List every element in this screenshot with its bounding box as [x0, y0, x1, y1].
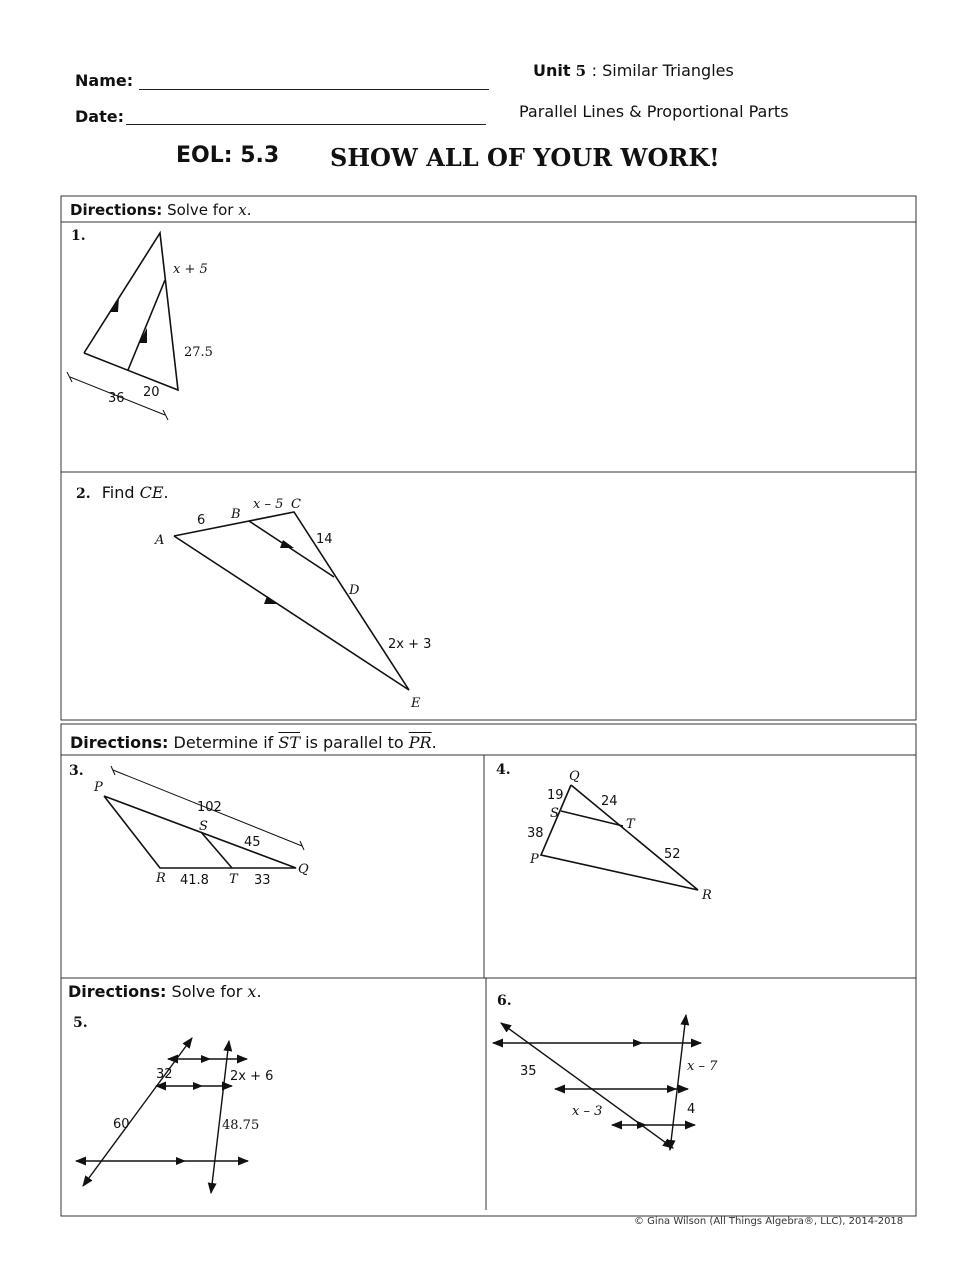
p6-label-d: 4 [687, 1102, 696, 1117]
p2-ab-label: 6 [197, 513, 206, 528]
problem-2-prompt: Find [101, 483, 135, 502]
p4-point-s: S [550, 806, 559, 821]
p6-label-a: 35 [520, 1064, 537, 1079]
p5-label-a: 32 [156, 1067, 173, 1082]
p3-point-s: S [199, 819, 208, 834]
directions-label: Directions: [70, 733, 169, 752]
p4-sp-label: 38 [527, 826, 544, 841]
directions-text: Solve for [167, 201, 234, 219]
p4-qt-label: 24 [601, 794, 618, 809]
directions-variable: x [247, 982, 257, 1001]
p2-point-e: E [411, 696, 421, 711]
p4-point-q: Q [569, 769, 580, 784]
p3-pq-label: 102 [197, 800, 222, 815]
copyright-footer: © Gina Wilson (All Things Algebra®, LLC), 2014-2018 [634, 1216, 904, 1227]
problem-2-period: . [163, 483, 169, 502]
segment-pr: $\overline{PR}$ [408, 733, 432, 752]
directions-label: Directions: [70, 201, 163, 219]
p2-de-label: 2x + 3 [388, 637, 432, 652]
directions-text: Solve for [171, 982, 243, 1001]
p3-point-p: P [94, 780, 103, 795]
p4-point-t: T [626, 817, 635, 832]
p4-point-p: P [530, 852, 539, 867]
problem-3-number: 3. [69, 763, 84, 779]
name-label: Name: [75, 71, 134, 90]
problem-2-target: CE [139, 483, 164, 502]
p6-label-b: x – 7 [687, 1059, 718, 1074]
p6-label-c: x – 3 [572, 1104, 603, 1119]
show-work-banner: SHOW ALL OF YOUR WORK! [330, 143, 720, 172]
p4-point-r: R [702, 888, 712, 903]
unit-title: : Similar Triangles [591, 61, 734, 80]
p3-tq-label: 33 [254, 873, 271, 888]
p5-label-b: 2x + 6 [230, 1069, 274, 1084]
p1-top-side-label: x + 5 [173, 262, 208, 277]
p4-tr-label: 52 [664, 847, 681, 862]
p3-sq-label: 45 [244, 835, 261, 850]
p3-point-r: R [156, 871, 166, 886]
directions-text-2: is parallel to [305, 733, 404, 752]
directions-label: Directions: [68, 982, 167, 1001]
directions-variable: x [238, 201, 247, 219]
problem-6-number: 6. [497, 993, 512, 1009]
problem-5-number: 5. [73, 1015, 88, 1031]
p1-short-base-label: 20 [143, 385, 160, 400]
p2-point-b: B [231, 507, 241, 522]
p2-point-d: D [349, 583, 360, 598]
directions-period: . [246, 201, 252, 219]
p3-point-t: T [229, 872, 238, 887]
directions-text: Determine if [173, 733, 274, 752]
problem-1-number: 1. [71, 228, 86, 244]
date-label: Date: [75, 107, 124, 126]
p5-label-d: 48.75 [222, 1118, 260, 1133]
problem-2-number: 2. [76, 486, 91, 502]
p2-bc-label: x – 5 [253, 497, 284, 512]
p2-point-c: C [291, 497, 301, 512]
unit-subtitle: Parallel Lines & Proportional Parts [519, 102, 789, 121]
unit-number: 5 [575, 62, 587, 80]
segment-st: $\overline{ST}$ [278, 733, 301, 752]
p3-point-q: Q [298, 862, 309, 877]
unit-prefix: Unit [533, 61, 571, 80]
p2-cd-label: 14 [316, 532, 333, 547]
p1-long-base-label: 36 [108, 391, 125, 406]
directions-period: . [256, 982, 262, 1001]
p1-bottom-side-label: 27.5 [184, 345, 213, 360]
p3-rt-label: 41.8 [180, 873, 209, 888]
p2-point-a: A [155, 533, 165, 548]
p5-label-c: 60 [113, 1117, 130, 1132]
directions-period: . [431, 733, 437, 752]
eol-label: EOL: 5.3 [176, 143, 280, 168]
p4-qs-label: 19 [547, 788, 564, 803]
problem-4-number: 4. [496, 762, 511, 778]
